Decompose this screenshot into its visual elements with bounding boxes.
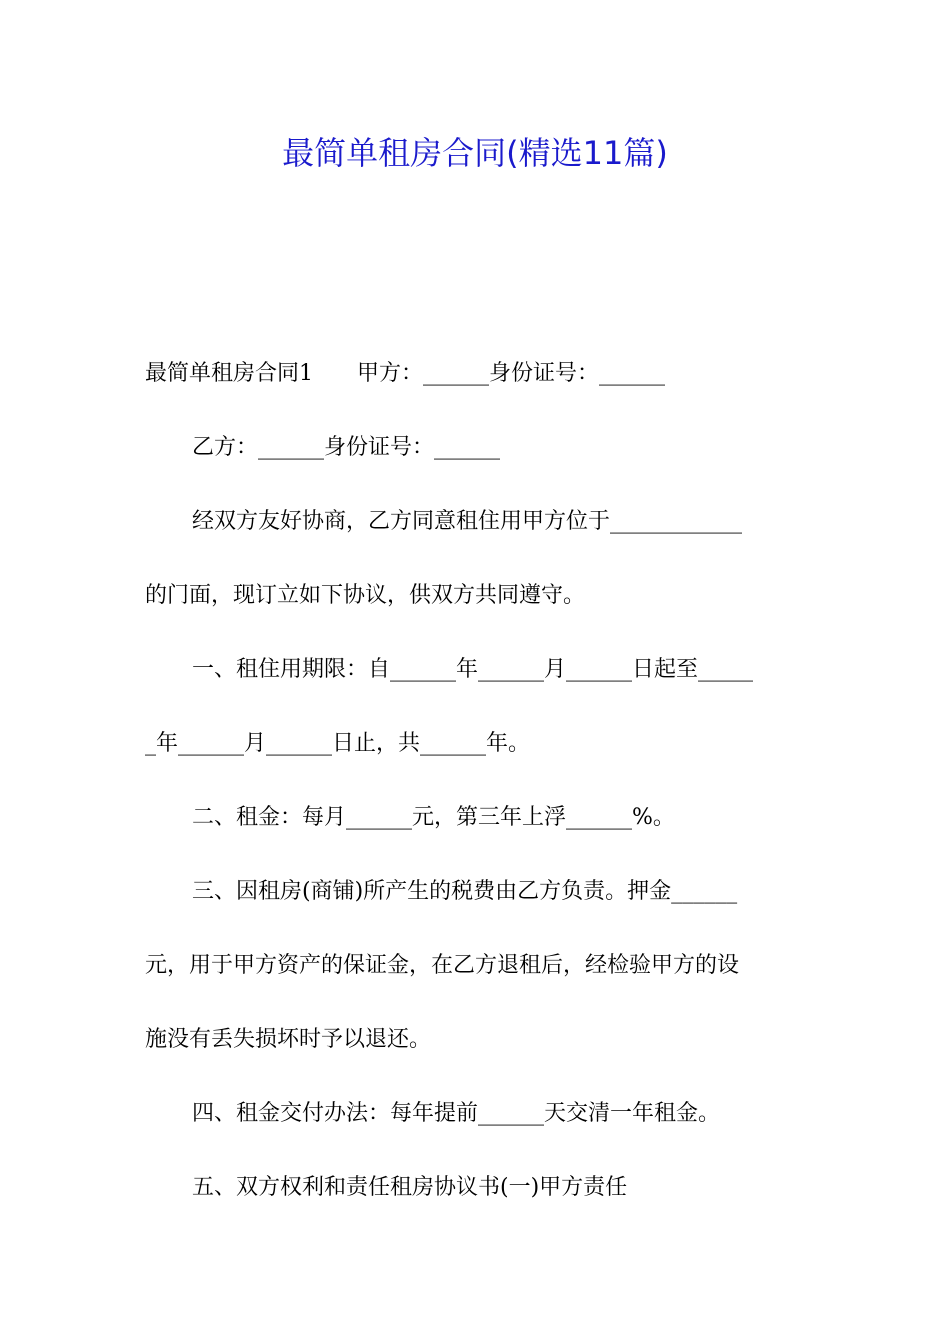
text-line: _年______月______日止，共______年。: [145, 731, 531, 756]
clause-deposit: 三、因租房(商铺)所产生的税费由乙方负责。押金______: [192, 879, 738, 904]
section-heading: 最简单租房合同1: [145, 361, 313, 386]
party-b-line: 乙方：______身份证号：______: [192, 435, 501, 460]
text-line: 经双方友好协商，乙方同意租住用甲方位于____________: [192, 509, 743, 534]
party-a-line: 甲方：______身份证号：______: [357, 361, 666, 386]
document-title: 最简单租房合同(精选11篇): [282, 134, 668, 172]
text-line: 的门面，现订立如下协议，供双方共同遵守。: [145, 583, 586, 608]
text-line: 施没有丢失损坏时予以退还。: [145, 1027, 432, 1052]
text-line: 元，用于甲方资产的保证金，在乙方退租后，经检验甲方的设: [145, 953, 740, 978]
clause-rights: 五、双方权利和责任租房协议书(一)甲方责任: [192, 1175, 628, 1200]
contract-body: [145, 337, 810, 1225]
clause-rent: 二、租金：每月______元，第三年上浮______%。: [192, 805, 675, 830]
clause-payment: 四、租金交付办法：每年提前______天交清一年租金。: [192, 1101, 721, 1126]
clause-term: 一、租住用期限：自______年______月______日起至_____: [192, 657, 754, 682]
text-line: [145, 337, 810, 411]
